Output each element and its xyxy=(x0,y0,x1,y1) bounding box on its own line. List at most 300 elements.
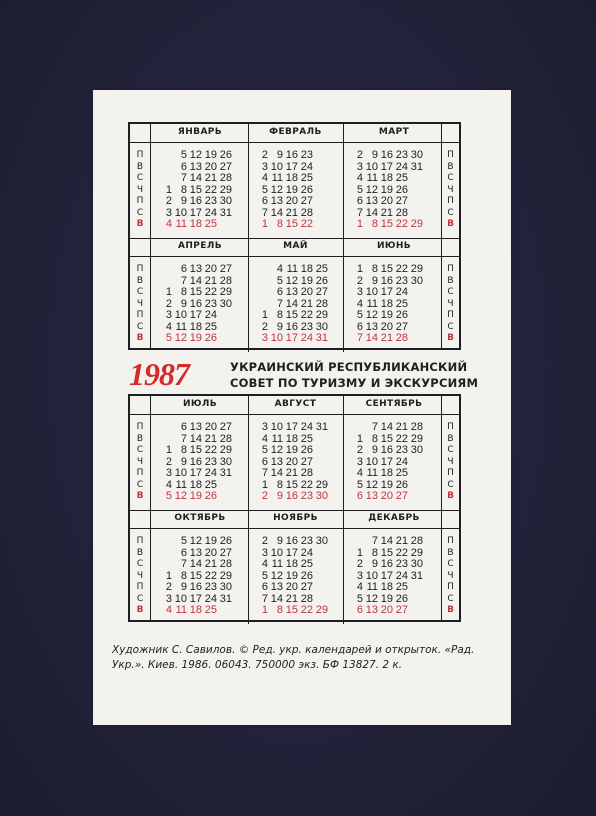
weekday-column-left xyxy=(130,124,151,348)
date-cell: 20 xyxy=(204,160,217,173)
date-cell: 25 xyxy=(300,172,313,184)
date-cell: 30 xyxy=(410,149,423,161)
date-cell: 19 xyxy=(285,444,298,456)
date-cell: 21 xyxy=(380,206,393,219)
date-cell: 24 xyxy=(395,455,408,468)
date-cell: 24 xyxy=(300,160,313,173)
date-cell: 18 xyxy=(300,263,313,275)
divider xyxy=(130,510,459,511)
date-cell: 20 xyxy=(204,263,217,275)
date-cell: 15 xyxy=(285,478,298,491)
date-cell: 11 xyxy=(271,172,283,184)
date-cell: 17 xyxy=(189,206,202,219)
month-dates xyxy=(351,264,427,345)
week-row xyxy=(351,468,427,480)
date-cell: 21 xyxy=(380,332,393,344)
month-dates xyxy=(256,536,332,617)
month-dates xyxy=(351,536,427,617)
date-cell: 31 xyxy=(410,160,423,173)
date-cell: 5 xyxy=(165,490,172,502)
date-cell: 4 xyxy=(261,432,268,445)
date-cell: 12 xyxy=(270,183,283,196)
date-cell: 5 xyxy=(180,535,187,547)
date-cell: 25 xyxy=(204,218,217,230)
week-row xyxy=(160,196,236,208)
date-cell: 25 xyxy=(204,604,217,616)
week-row xyxy=(160,150,236,162)
week-row xyxy=(256,333,332,345)
date-cell: 22 xyxy=(395,546,408,559)
week-row xyxy=(351,582,427,594)
date-cell: 28 xyxy=(300,206,313,219)
date-cell: 11 xyxy=(175,218,187,230)
date-cell: 26 xyxy=(219,535,232,547)
week-row xyxy=(256,559,332,571)
date-cell: 20 xyxy=(204,421,217,433)
date-cell: 2 xyxy=(261,490,268,502)
date-cell: 1 xyxy=(165,444,172,456)
date-cell: 28 xyxy=(219,274,232,287)
date-cell: 5 xyxy=(356,478,363,491)
divider xyxy=(248,396,249,624)
date-cell: 10 xyxy=(270,160,283,173)
date-cell: 9 xyxy=(276,535,283,547)
week-row xyxy=(160,445,236,457)
date-cell: 7 xyxy=(371,421,378,433)
date-cell: 5 xyxy=(356,309,363,321)
weekday-label: В xyxy=(136,161,144,172)
date-cell: 19 xyxy=(285,183,298,196)
date-cell: 27 xyxy=(300,581,313,593)
date-cell: 30 xyxy=(219,297,232,310)
date-cell: 18 xyxy=(285,432,298,445)
date-cell: 12 xyxy=(174,490,187,502)
date-cell: 30 xyxy=(219,455,232,468)
date-cell: 19 xyxy=(189,332,202,344)
date-cell: 24 xyxy=(395,286,408,298)
date-cell: 18 xyxy=(285,558,298,570)
date-cell: 7 xyxy=(261,206,268,219)
date-cell: 23 xyxy=(300,149,313,161)
date-cell: 27 xyxy=(315,286,328,298)
date-cell: 30 xyxy=(315,535,328,547)
date-cell: 14 xyxy=(285,297,298,310)
weekday-label: Ч xyxy=(136,456,144,467)
week-row xyxy=(256,173,332,185)
week-row xyxy=(351,605,427,617)
date-cell: 9 xyxy=(276,490,283,502)
date-cell: 16 xyxy=(285,490,298,502)
week-row xyxy=(351,559,427,571)
date-cell: 29 xyxy=(410,432,423,445)
date-cell: 8 xyxy=(371,432,378,445)
date-cell: 9 xyxy=(371,149,378,161)
weekday-label: Ч xyxy=(136,298,144,309)
date-cell: 23 xyxy=(395,558,408,570)
week-row xyxy=(351,333,427,345)
week-row xyxy=(160,536,236,548)
date-cell: 12 xyxy=(270,569,283,582)
date-cell: 28 xyxy=(395,206,408,219)
weekday-label: Ч xyxy=(136,570,144,581)
date-cell: 16 xyxy=(380,558,393,570)
date-cell: 7 xyxy=(180,274,187,287)
month-dates xyxy=(256,150,332,231)
weekday-label: В xyxy=(136,491,144,501)
week-row xyxy=(160,582,236,594)
date-cell: 6 xyxy=(180,263,187,275)
week-row xyxy=(351,219,427,231)
date-cell: 6 xyxy=(261,455,268,468)
date-cell: 21 xyxy=(204,432,217,445)
date-cell: 1 xyxy=(165,569,172,582)
week-row xyxy=(351,422,427,434)
date-cell: 28 xyxy=(315,297,328,310)
date-cell: 11 xyxy=(271,432,283,445)
week-row xyxy=(160,468,236,480)
week-row xyxy=(256,287,332,299)
date-cell: 22 xyxy=(395,432,408,445)
weekday-label: С xyxy=(447,173,454,183)
date-cell: 30 xyxy=(410,558,423,570)
date-cell: 7 xyxy=(276,297,283,310)
date-cell: 2 xyxy=(165,297,172,310)
date-cell: 28 xyxy=(300,467,313,479)
month-dates xyxy=(160,264,236,345)
date-cell: 14 xyxy=(189,274,202,287)
date-cell: 7 xyxy=(180,432,187,445)
weekday-label: П xyxy=(136,150,144,160)
date-cell: 16 xyxy=(380,444,393,456)
date-cell: 9 xyxy=(180,297,187,310)
date-cell: 24 xyxy=(395,569,408,582)
date-cell: 11 xyxy=(366,467,378,479)
date-cell: 27 xyxy=(300,455,313,468)
month-title: ЯНВАРЬ xyxy=(177,127,223,137)
month-title: ДЕКАБРЬ xyxy=(368,513,420,523)
weekday-label: В xyxy=(447,547,454,558)
date-cell: 29 xyxy=(410,218,423,230)
date-cell: 1 xyxy=(356,432,363,445)
date-cell: 5 xyxy=(261,183,268,196)
date-cell: 17 xyxy=(189,467,202,479)
date-cell: 20 xyxy=(300,286,313,298)
date-cell: 8 xyxy=(180,569,187,582)
date-cell: 11 xyxy=(366,172,378,184)
date-cell: 3 xyxy=(356,569,363,582)
weekday-label: В xyxy=(447,433,454,444)
date-cell: 28 xyxy=(219,558,232,570)
date-cell: 23 xyxy=(395,149,408,161)
weekday-label: С xyxy=(136,207,144,218)
date-cell: 15 xyxy=(189,286,202,298)
weekday-label: П xyxy=(136,422,144,432)
date-cell: 15 xyxy=(380,218,393,230)
week-row xyxy=(160,422,236,434)
week-row xyxy=(160,287,236,299)
week-row xyxy=(256,605,332,617)
date-cell: 21 xyxy=(395,535,408,547)
date-cell: 30 xyxy=(410,274,423,287)
date-cell: 10 xyxy=(270,421,283,433)
date-cell: 26 xyxy=(204,332,217,344)
date-cell: 14 xyxy=(270,592,283,605)
date-cell: 4 xyxy=(356,581,363,593)
date-cell: 26 xyxy=(204,490,217,502)
weekday-label: С xyxy=(136,321,144,332)
date-cell: 26 xyxy=(219,149,232,161)
weekday-label: П xyxy=(136,536,144,546)
date-cell: 24 xyxy=(204,592,217,605)
date-cell: 31 xyxy=(219,592,232,605)
date-cell: 31 xyxy=(315,421,328,433)
month-dates xyxy=(160,536,236,617)
date-cell: 9 xyxy=(371,274,378,287)
month-title: ИЮЛЬ xyxy=(182,399,218,409)
date-cell: 4 xyxy=(276,263,283,275)
calendar-card xyxy=(93,90,511,725)
weekday-label: П xyxy=(136,196,144,206)
date-cell: 22 xyxy=(395,218,408,230)
date-cell: 24 xyxy=(300,332,313,344)
date-cell: 27 xyxy=(395,195,408,207)
date-cell: 2 xyxy=(261,149,268,161)
date-cell: 10 xyxy=(365,286,378,298)
month-title: ОКТЯБРЬ xyxy=(174,513,226,523)
date-cell: 19 xyxy=(204,149,217,161)
date-cell: 4 xyxy=(356,297,363,310)
date-cell: 11 xyxy=(175,604,187,616)
date-cell: 12 xyxy=(365,478,378,491)
date-cell: 6 xyxy=(356,604,363,616)
date-cell: 25 xyxy=(315,263,328,275)
date-cell: 14 xyxy=(189,558,202,570)
date-cell: 25 xyxy=(395,581,408,593)
date-cell: 26 xyxy=(315,274,328,287)
date-cell: 23 xyxy=(395,444,408,456)
week-row xyxy=(160,310,236,322)
date-cell: 22 xyxy=(204,444,217,456)
date-cell: 1 xyxy=(261,218,268,230)
weekday-label: П xyxy=(447,582,454,592)
date-cell: 11 xyxy=(366,297,378,310)
date-cell: 10 xyxy=(270,332,283,344)
date-cell: 15 xyxy=(380,432,393,445)
date-cell: 1 xyxy=(356,546,363,559)
weekday-label: В xyxy=(136,605,144,615)
weekday-label: Ч xyxy=(447,570,454,581)
weekday-label: П xyxy=(136,310,144,320)
date-cell: 3 xyxy=(356,455,363,468)
date-cell: 8 xyxy=(371,218,378,230)
week-row xyxy=(160,333,236,345)
date-cell: 17 xyxy=(380,286,393,298)
date-cell: 30 xyxy=(219,195,232,207)
date-cell: 5 xyxy=(356,592,363,605)
date-cell: 17 xyxy=(285,421,298,433)
date-cell: 5 xyxy=(165,332,172,344)
date-cell: 22 xyxy=(300,218,313,230)
date-cell: 4 xyxy=(165,478,172,491)
date-cell: 13 xyxy=(189,421,202,433)
date-cell: 7 xyxy=(261,467,268,479)
weekday-label: П xyxy=(136,582,144,592)
weekday-label: П xyxy=(447,536,454,546)
date-cell: 26 xyxy=(395,183,408,196)
weekday-label: В xyxy=(447,605,454,615)
date-cell: 9 xyxy=(180,455,187,468)
date-cell: 3 xyxy=(261,160,268,173)
date-cell: 1 xyxy=(356,218,363,230)
date-cell: 14 xyxy=(380,535,393,547)
date-cell: 19 xyxy=(380,478,393,491)
date-cell: 22 xyxy=(300,309,313,321)
week-row xyxy=(256,264,332,276)
date-cell: 8 xyxy=(371,546,378,559)
date-cell: 23 xyxy=(204,195,217,207)
date-cell: 29 xyxy=(219,569,232,582)
date-cell: 27 xyxy=(219,546,232,559)
week-row xyxy=(160,219,236,231)
date-cell: 6 xyxy=(276,286,283,298)
date-cell: 19 xyxy=(204,535,217,547)
date-cell: 12 xyxy=(189,535,202,547)
date-cell: 30 xyxy=(315,320,328,333)
date-cell: 24 xyxy=(395,160,408,173)
date-cell: 29 xyxy=(219,183,232,196)
weekday-label: Ч xyxy=(447,298,454,309)
date-cell: 2 xyxy=(356,444,363,456)
date-cell: 22 xyxy=(204,569,217,582)
date-cell: 19 xyxy=(380,592,393,605)
weekday-label: В xyxy=(136,333,144,343)
weekday-label: П xyxy=(136,264,144,274)
date-cell: 17 xyxy=(285,546,298,559)
date-cell: 17 xyxy=(380,160,393,173)
weekday-label: С xyxy=(136,479,144,490)
date-cell: 16 xyxy=(189,297,202,310)
month-title: МАРТ xyxy=(378,127,410,137)
week-row xyxy=(351,264,427,276)
date-cell: 29 xyxy=(219,286,232,298)
weekday-label: С xyxy=(447,559,454,569)
date-cell: 3 xyxy=(356,286,363,298)
date-cell: 13 xyxy=(270,195,283,207)
date-cell: 20 xyxy=(285,195,298,207)
week-row xyxy=(256,310,332,322)
date-cell: 11 xyxy=(175,320,187,333)
date-cell: 31 xyxy=(219,206,232,219)
date-cell: 29 xyxy=(410,546,423,559)
date-cell: 18 xyxy=(380,581,393,593)
date-cell: 21 xyxy=(204,172,217,184)
date-cell: 15 xyxy=(189,569,202,582)
week-row xyxy=(351,196,427,208)
date-cell: 9 xyxy=(276,149,283,161)
date-cell: 12 xyxy=(285,274,298,287)
date-cell: 29 xyxy=(219,444,232,456)
date-cell: 31 xyxy=(219,467,232,479)
date-cell: 16 xyxy=(285,320,298,333)
date-cell: 27 xyxy=(219,160,232,173)
date-cell: 8 xyxy=(276,309,283,321)
date-cell: 14 xyxy=(270,467,283,479)
month-title: МАЙ xyxy=(283,241,308,251)
weekday-label: В xyxy=(136,275,144,286)
date-cell: 6 xyxy=(180,160,187,173)
month-dates xyxy=(160,422,236,503)
date-cell: 14 xyxy=(189,172,202,184)
date-cell: 2 xyxy=(356,149,363,161)
date-cell: 7 xyxy=(356,206,363,219)
date-cell: 15 xyxy=(285,218,298,230)
date-cell: 25 xyxy=(204,478,217,491)
date-cell: 4 xyxy=(165,604,172,616)
date-cell: 13 xyxy=(285,286,298,298)
date-cell: 5 xyxy=(261,444,268,456)
date-cell: 22 xyxy=(204,286,217,298)
date-cell: 23 xyxy=(300,490,313,502)
date-cell: 18 xyxy=(285,172,298,184)
date-cell: 25 xyxy=(395,297,408,310)
date-cell: 10 xyxy=(174,467,187,479)
month-dates xyxy=(256,422,332,503)
weekday-label: С xyxy=(136,593,144,604)
week-row xyxy=(351,445,427,457)
date-cell: 23 xyxy=(395,274,408,287)
weekday-label: П xyxy=(447,468,454,478)
weekday-label: В xyxy=(447,275,454,286)
date-cell: 27 xyxy=(395,604,408,616)
weekday-label: В xyxy=(447,219,454,229)
date-cell: 8 xyxy=(180,286,187,298)
date-cell: 21 xyxy=(204,558,217,570)
date-cell: 22 xyxy=(395,263,408,275)
week-row xyxy=(256,422,332,434)
date-cell: 24 xyxy=(204,467,217,479)
weekday-label: П xyxy=(447,264,454,274)
date-cell: 9 xyxy=(180,195,187,207)
date-cell: 15 xyxy=(380,546,393,559)
date-cell: 1 xyxy=(261,478,268,491)
date-cell: 8 xyxy=(276,478,283,491)
date-cell: 17 xyxy=(189,309,202,321)
date-cell: 13 xyxy=(189,546,202,559)
date-cell: 7 xyxy=(180,172,187,184)
weekday-label: С xyxy=(136,173,144,183)
month-dates xyxy=(160,150,236,231)
week-row xyxy=(256,150,332,162)
date-cell: 18 xyxy=(380,297,393,310)
date-cell: 21 xyxy=(204,274,217,287)
weekday-label: П xyxy=(447,310,454,320)
date-cell: 29 xyxy=(315,309,328,321)
date-cell: 8 xyxy=(276,218,283,230)
date-cell: 30 xyxy=(315,490,328,502)
weekday-label: П xyxy=(447,422,454,432)
date-cell: 2 xyxy=(261,320,268,333)
date-cell: 2 xyxy=(165,581,172,593)
date-cell: 3 xyxy=(261,421,268,433)
date-cell: 10 xyxy=(365,455,378,468)
date-cell: 26 xyxy=(300,569,313,582)
date-cell: 27 xyxy=(219,263,232,275)
date-cell: 3 xyxy=(165,592,172,605)
date-cell: 31 xyxy=(315,332,328,344)
date-cell: 21 xyxy=(285,592,298,605)
organization-name: УКРАИНСКИЙ РЕСПУБЛИКАНСКИЙ СОВЕТ ПО ТУРИЗМУ И ЭКСКУРСИЯМ xyxy=(230,360,479,390)
date-cell: 10 xyxy=(174,309,187,321)
